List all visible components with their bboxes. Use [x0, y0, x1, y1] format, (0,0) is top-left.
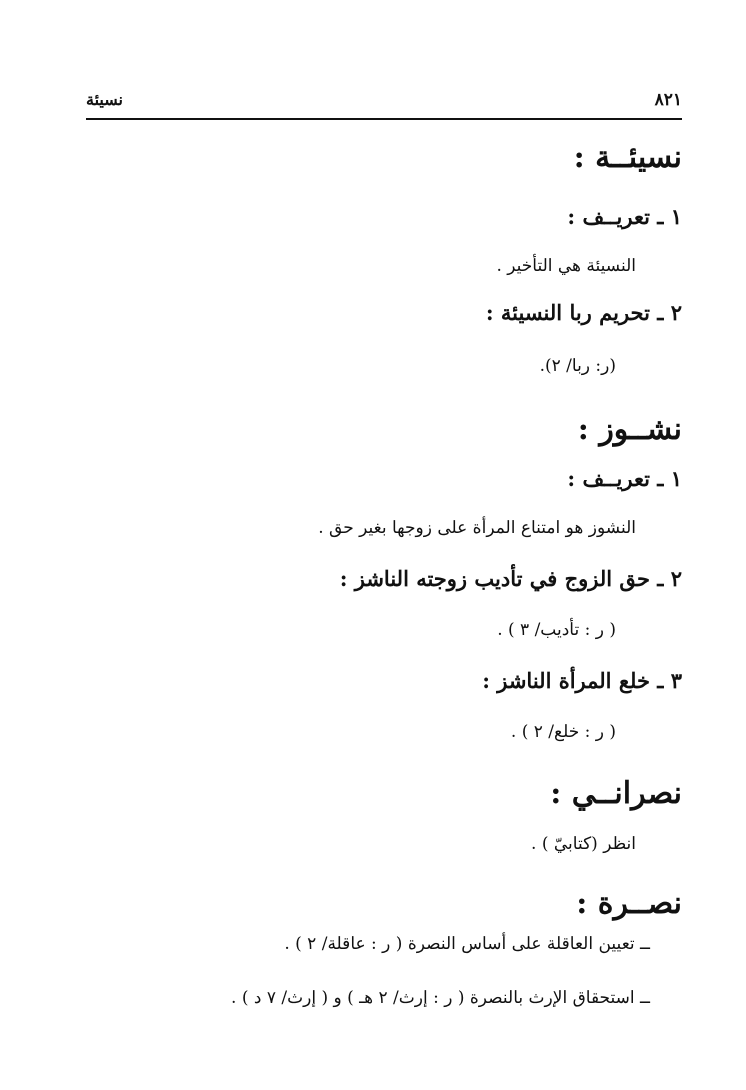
subheading-definition: ١ ـ تعريــف : — [567, 204, 682, 229]
running-title: نسيئة — [86, 90, 123, 109]
cross-reference: (ر: ربا/ ٢). — [539, 356, 616, 376]
cross-reference: ( ر : خلع/ ٢ ) . — [510, 722, 616, 742]
entry-heading-nushuz: نشــوز : — [577, 412, 682, 447]
bullet-item: ــ تعيين العاقلة على أساس النصرة ( ر : عاقلة/ ٢ ) . — [284, 934, 650, 954]
bullet-item: ــ استحقاق الإرث بالنصرة ( ر : إرث/ ٢ هـ ) و ( إرث/ ٧ د ) . — [231, 988, 650, 1008]
entry-heading-nasia: نسيئــة : — [573, 140, 682, 175]
subheading-khul: ٣ ـ خلع المرأة الناشز : — [482, 668, 682, 693]
page-number: ٨٢١ — [654, 90, 682, 110]
subheading-husband-right: ٢ ـ حق الزوج في تأديب زوجته الناشز : — [339, 566, 682, 591]
cross-reference: ( ر : تأديب/ ٣ ) . — [497, 620, 616, 640]
subheading-riba-prohibition: ٢ ـ تحريم ربا النسيئة : — [485, 300, 682, 325]
entry-heading-nasrani: نصرانــي : — [550, 776, 682, 811]
definition-text: النشوز هو امتناع المرأة على زوجها بغير حق . — [318, 518, 636, 538]
entry-heading-nusra: نصــرة : — [576, 886, 682, 921]
definition-text: النسيئة هي التأخير . — [496, 256, 636, 276]
subheading-definition: ١ ـ تعريــف : — [567, 466, 682, 491]
see-also-text: انظر (كتابيّ ) . — [531, 834, 636, 854]
page-header — [86, 88, 682, 120]
